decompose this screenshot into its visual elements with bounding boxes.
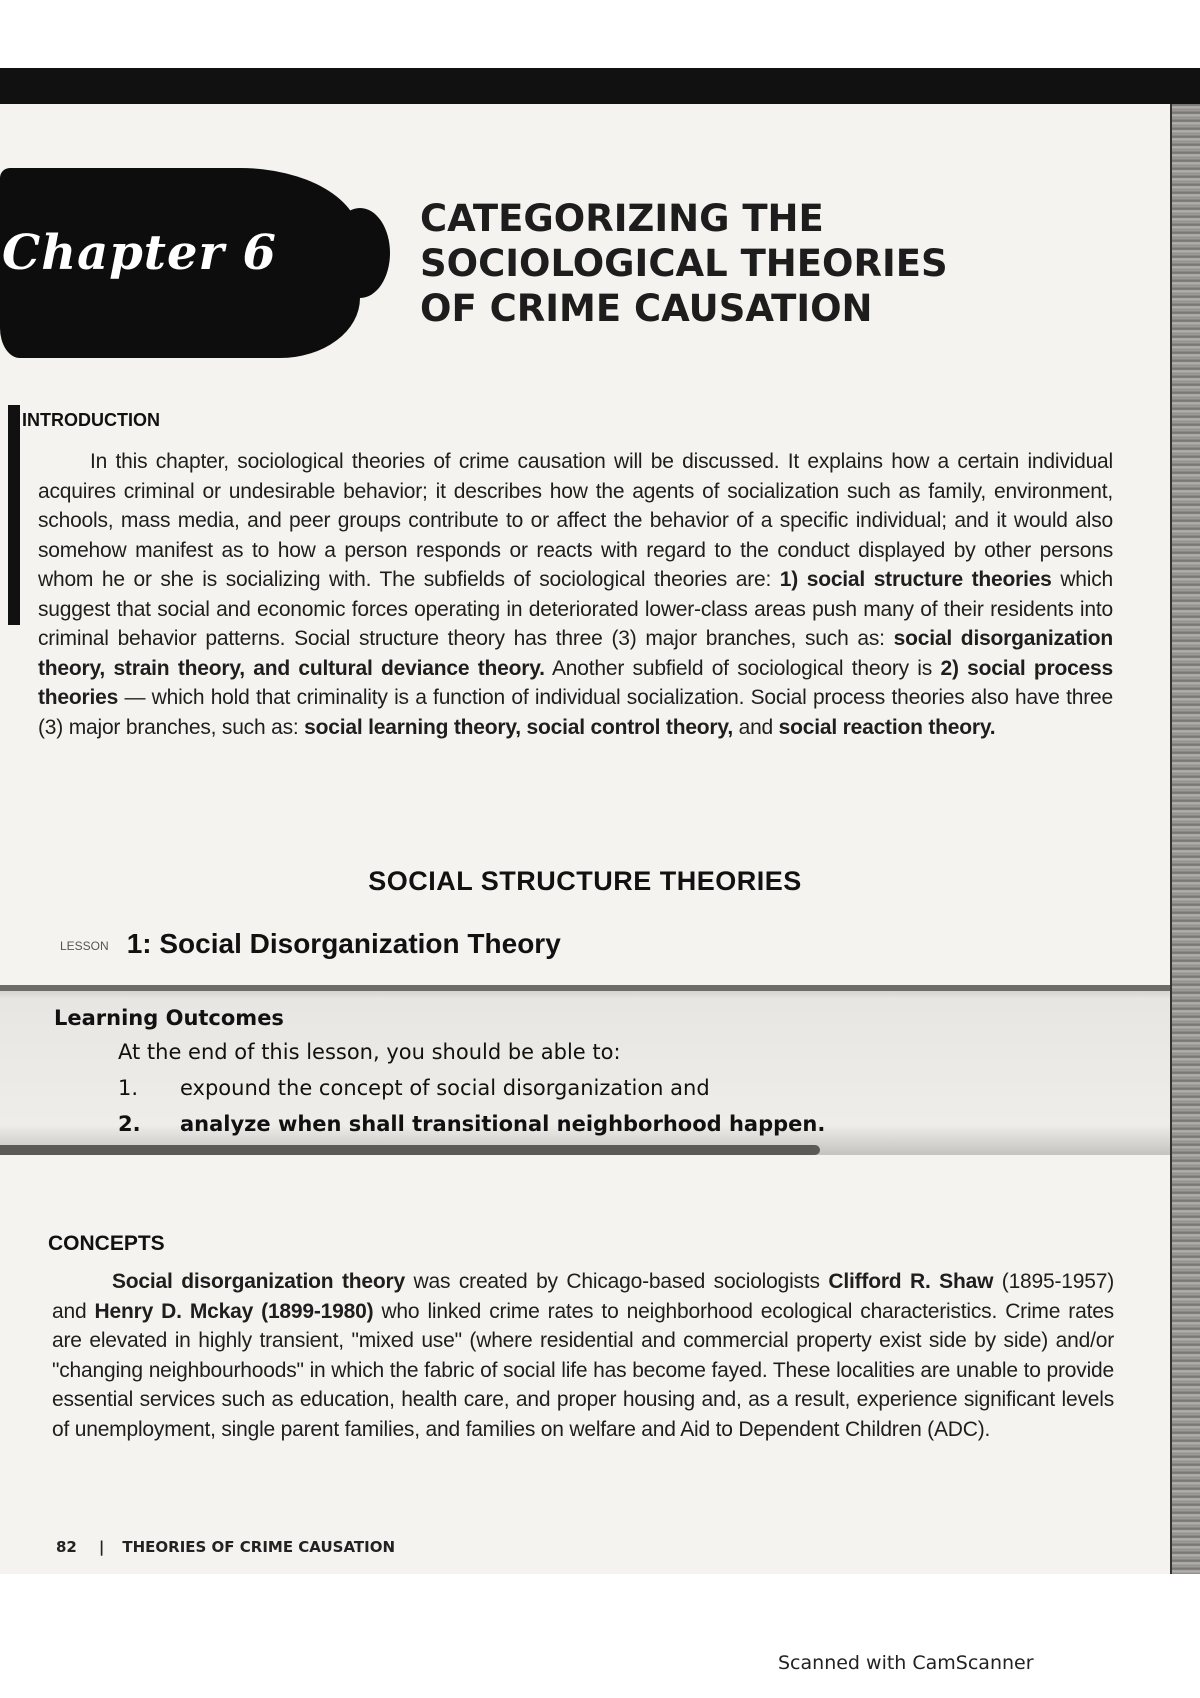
section-heading: SOCIAL STRUCTURE THEORIES bbox=[368, 866, 802, 896]
chapter-title bbox=[420, 196, 1120, 331]
outcome-text: analyze when shall transitional neighborhood happen. bbox=[180, 1112, 826, 1136]
bold-term: social disorganization theory, strain theory, and cultural deviance theory. bbox=[38, 627, 1113, 680]
text-run: and bbox=[732, 715, 779, 739]
bold-term: Clifford R. Shaw bbox=[828, 1270, 994, 1293]
chapter-title-line: SOCIOLOGICAL THEORIES bbox=[420, 242, 948, 285]
text-run: (1895-1957) and bbox=[52, 1270, 1115, 1323]
concepts-paragraph bbox=[52, 1267, 1114, 1444]
outcome-item bbox=[118, 1112, 825, 1136]
learning-outcomes-title: Learning Outcomes bbox=[54, 1006, 284, 1030]
bold-term: social learning theory, social control theory, bbox=[304, 715, 733, 739]
footer-separator: | bbox=[98, 1538, 105, 1556]
text-run: which suggest that social and economic forces operating in deteriorated lower-class areas push many of their residents into criminal behavior patterns. Social structure theory has three (3) major branches, such as: bbox=[38, 568, 1114, 650]
bold-term: 1) social structure theories bbox=[779, 568, 1052, 591]
scanner-watermark: Scanned with CamScanner bbox=[778, 1652, 1034, 1674]
margin-mark bbox=[8, 405, 20, 625]
chapter-title-line: CATEGORIZING THE bbox=[420, 197, 824, 240]
intro-paragraph bbox=[38, 447, 1113, 742]
outcome-text: expound the concept of social disorganization and bbox=[180, 1076, 710, 1100]
intro-heading: INTRODUCTION bbox=[22, 410, 160, 430]
page-number: 82 bbox=[56, 1538, 77, 1556]
outcome-number: 2. bbox=[118, 1112, 141, 1136]
lesson-prefix: LESSON bbox=[60, 938, 109, 953]
scan-top-band bbox=[0, 68, 1200, 104]
concepts-heading: CONCEPTS bbox=[48, 1232, 165, 1255]
text-run: was created by Chicago-based sociologists bbox=[404, 1270, 829, 1293]
chapter-label: Chapter 6 bbox=[2, 225, 277, 281]
page-edge bbox=[1172, 104, 1200, 1574]
text-run: who linked crime rates to neighborhood ecological characteristics. Crime rates are elevated in highly transient, "mixed use" (where residential and commercial property exist side by side) and/or "changing neighbourhoods" in which the fabric of social life has become fayed. These localities are unable to provide essential services such as education, health care, and proper housing and, as a result, experience significant levels of unemployment, single parent families, and families on welfare and Aid to Dependent Children (ADC). bbox=[52, 1299, 1114, 1441]
lesson-heading bbox=[60, 928, 561, 960]
lesson-title: 1: Social Disorganization Theory bbox=[126, 928, 561, 959]
bold-term: social reaction theory. bbox=[778, 715, 996, 739]
outcome-number: 1. bbox=[118, 1076, 139, 1100]
text-run: — which hold that criminality is a function of individual socialization. Social process theories also have three (3) major branches, such as: bbox=[38, 686, 1113, 739]
page-footer bbox=[56, 1538, 395, 1556]
bold-term: 2) social process theories bbox=[38, 656, 1113, 709]
outcome-item bbox=[118, 1076, 710, 1100]
bold-term: Henry D. Mckay (1899-1980) bbox=[94, 1299, 374, 1323]
bold-term: Social disorganization theory bbox=[112, 1270, 405, 1293]
text-run: Another subfield of sociological theory is bbox=[544, 656, 941, 680]
footer-book-title: THEORIES OF CRIME CAUSATION bbox=[122, 1538, 396, 1556]
learning-outcomes-intro: At the end of this lesson, you should be able to: bbox=[118, 1040, 621, 1064]
chapter-title-line: OF CRIME CAUSATION bbox=[420, 287, 873, 330]
text-run: In this chapter, sociological theories of crime causation will be discussed. It explains how a certain individual acquires criminal or undesirable behavior; it describes how the agents of socialization such as family, environment, schools, mass media, and peer groups contribute to or affect the behavior of a specific individual; and it would also somehow manifest as to how a person responds or reacts with regard to the conduct displayed by other persons whom he or she is socializing with. The subfields of sociological theories are: bbox=[38, 450, 1113, 591]
